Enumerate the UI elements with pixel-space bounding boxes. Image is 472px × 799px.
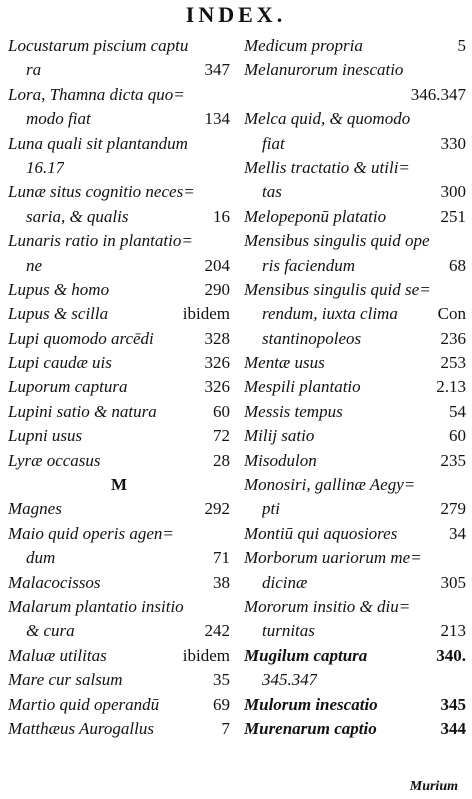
index-entry [8,497,230,521]
index-entry [244,302,466,326]
entry-term: Lora, Thamna dicta quo= [8,84,185,104]
entry-page: 340. [436,645,466,665]
index-entry [244,278,466,302]
entry-page: 71 [213,548,230,568]
index-entry [8,83,230,107]
entry-term: stantinopoleos [262,328,362,348]
entry-page: 68 [449,255,466,275]
entry-term: fiat [262,133,285,153]
entry-term: Melopeponū platatio [244,206,387,226]
entry-page: ibidem [182,645,230,665]
entry-term: Lyræ occasus [8,450,101,470]
index-entry [8,668,230,692]
entry-page: 2.13 [436,377,466,397]
index-entry [244,497,466,521]
entry-page: 330 [440,133,466,153]
entry-term: Lupi quomodo arcēdi [8,328,154,348]
entry-term: saria, & qualis [26,206,129,226]
entry-term: turnitas [262,621,315,641]
entry-term: Monosiri, gallinæ Aegy= [244,475,416,495]
entry-term: ne [26,255,43,275]
index-entry [8,400,230,424]
index-entry [244,375,466,399]
entry-page: 34 [449,523,466,543]
entry-term: Mespili plantatio [244,377,361,397]
entry-term: Luna quali sit plantandum [8,133,188,153]
index-entry [244,132,466,156]
entry-term: Maio quid operis agen= [8,523,174,543]
entry-term: Mellis tractatio & utili= [244,157,410,177]
entry-term: Malarum plantatio insitio [8,596,184,616]
entry-page: 326 [204,353,230,373]
entry-page: 35 [213,670,230,690]
index-entry [244,156,466,180]
entry-term: Misodulon [244,450,317,470]
entry-page: 28 [213,450,230,470]
index-entry [244,83,466,107]
index-entry [8,229,230,253]
page-title: INDEX. [185,2,287,27]
index-entry [244,693,466,717]
entry-page: 54 [449,401,466,421]
index-entry [244,400,466,424]
entry-term: Lupi caudæ uis [8,353,112,373]
catchword: Murium [409,779,458,794]
entry-term: 345.347 [262,670,318,690]
entry-page: 251 [440,206,466,226]
entry-term: rendum, iuxta clima [262,304,398,324]
entry-page: 344 [440,718,466,738]
entry-term: Luporum captura [8,377,128,397]
entry-term: Morborum uariorum me= [244,548,422,568]
entry-page: ibidem [182,304,230,324]
entry-term: Messis tempus [244,401,343,421]
entry-page: 7 [221,718,230,738]
index-entry [8,254,230,278]
index-entry [8,180,230,204]
entry-term: Lupini satio & natura [8,401,157,421]
index-entry [244,473,466,497]
index-entry [244,449,466,473]
index-entry [8,156,230,180]
entry-term: dicinæ [262,572,308,592]
entry-page: 134 [204,109,230,129]
index-entry [244,351,466,375]
entry-page: 235 [440,450,466,470]
entry-term: dum [26,548,56,568]
entry-page: 236 [440,328,466,348]
entry-term: & cura [26,621,75,641]
index-entry [244,180,466,204]
index-entry [8,278,230,302]
index-entry [8,107,230,131]
index-entry [8,132,230,156]
entry-page: 300 [440,182,466,202]
index-entry [8,693,230,717]
index-entry [8,619,230,643]
entry-page: 292 [204,499,230,519]
entry-page: 60 [449,426,466,446]
index-entry [244,107,466,131]
entry-page: 5 [457,36,466,55]
index-entry [244,58,466,82]
entry-term: Mororum insitio & diu= [244,596,411,616]
right-column [244,34,466,741]
entry-term: Mentæ usus [244,353,325,373]
entry-term: Lupus & homo [8,279,110,299]
index-entry [244,571,466,595]
entry-term: modo fiat [26,109,91,129]
entry-term: Mugilum captura [244,645,368,665]
index-entry [8,375,230,399]
entry-term: Medicum propria [244,36,363,55]
entry-page: 38 [213,572,230,592]
index-entry [244,717,466,741]
index-entry [244,546,466,570]
index-entry [244,34,466,58]
index-entry [8,595,230,619]
index-entry [244,619,466,643]
index-entry [244,668,466,692]
entry-page: 60 [213,401,230,421]
entry-term: pti [262,499,280,519]
index-entry [8,351,230,375]
entry-term: Locustarum piscium captu [8,36,189,55]
index-entry [8,546,230,570]
index-entry [8,449,230,473]
index-entry [8,717,230,741]
entry-term: tas [262,182,282,202]
entry-term: Mensibus singulis quid se= [244,279,431,299]
entry-page: 279 [440,499,466,519]
entry-page: Con [437,304,466,324]
index-entry [244,229,466,253]
entry-page: 69 [213,694,230,714]
index-entry [244,254,466,278]
entry-term: Malacocissos [8,572,101,592]
index-entry [244,424,466,448]
index-entry [244,595,466,619]
entry-term: ra [26,60,42,80]
index-entry [8,205,230,229]
entry-term: Lupni usus [8,426,83,446]
entry-term: Lunaris ratio in plantatio= [8,231,193,251]
entry-term: Mulorum inescatio [244,694,378,714]
entry-term: Milij satio [244,426,315,446]
index-entry [244,644,466,668]
index-entry [8,424,230,448]
entry-term: Matthæus Aurogallus [8,718,154,738]
entry-term: Montiū qui aquosiores [244,523,398,543]
entry-page: 213 [440,621,466,641]
index-entry [8,302,230,326]
entry-page: 204 [204,255,230,275]
index-entry [244,205,466,229]
entry-term: Magnes [8,499,62,519]
entry-page: 326 [204,377,230,397]
left-column [8,34,230,741]
entry-term: ris faciendum [262,255,356,275]
index-entry [8,58,230,82]
entry-page: 16 [213,206,230,226]
entry-page: 72 [213,426,230,446]
entry-page: 242 [204,621,230,641]
entry-term: Murenarum captio [244,718,377,738]
entry-page: 347 [204,60,230,80]
entry-term: Lunæ situs cognitio neces= [8,182,195,202]
entry-term: Lupus & scilla [8,304,109,324]
index-entry [244,327,466,351]
entry-term: Maluæ utilitas [8,645,107,665]
entry-page: 345 [440,694,466,714]
entry-term: Mensibus singulis quid ope [244,231,430,251]
entry-term: Martio quid operandū [8,694,160,714]
index-entry [8,571,230,595]
entry-term: Melca quid, & quomodo [244,109,411,129]
index-entry [8,522,230,546]
entry-page: 328 [204,328,230,348]
entry-term: Melanurorum inescatio [244,60,404,80]
entry-term: M [110,475,128,495]
index-entry [8,327,230,351]
index-entry [8,644,230,668]
entry-term: Mare cur salsum [8,670,123,690]
index-entry [8,34,230,58]
index-entry [244,522,466,546]
entry-page: 305 [440,572,466,592]
entry-page: 290 [204,279,230,299]
index-entry [8,473,230,497]
entry-page: 253 [440,353,466,373]
entry-term: 16.17 [26,157,65,177]
entry-page: 346.347 [410,84,466,104]
